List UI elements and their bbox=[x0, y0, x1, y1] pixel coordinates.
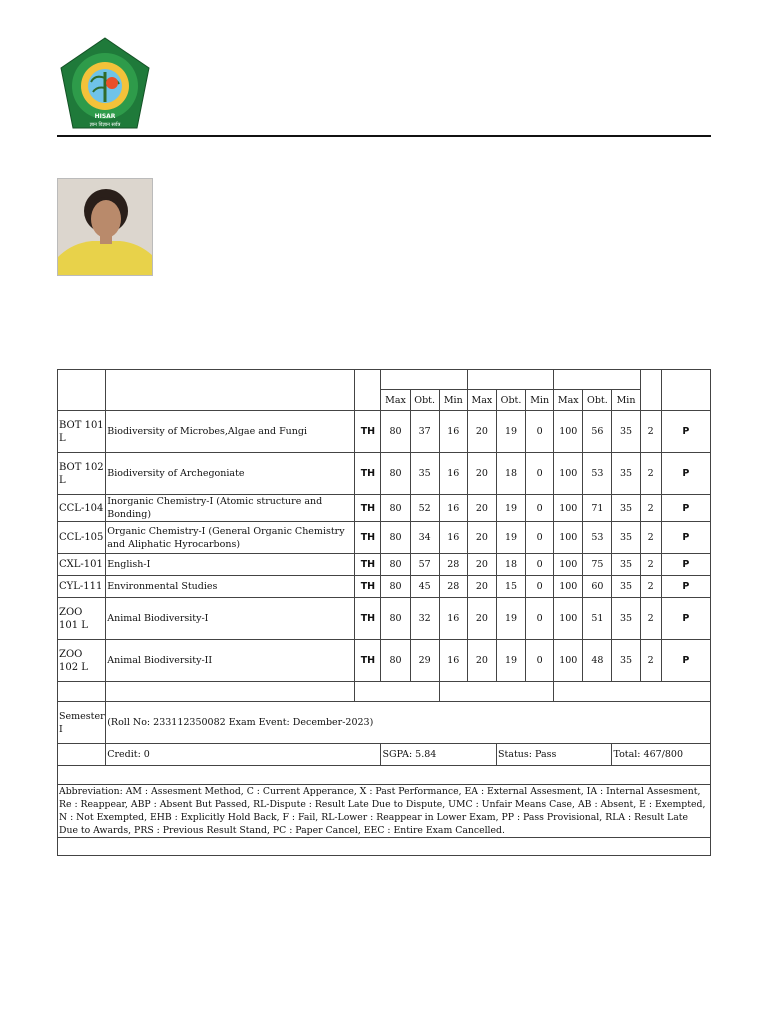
tot-obt-cell: 60 bbox=[583, 576, 612, 598]
int-min-cell: 0 bbox=[526, 453, 554, 495]
assessment-method: TH bbox=[355, 495, 381, 522]
subject-row bbox=[58, 554, 711, 576]
course-code: CCL-104 bbox=[58, 495, 106, 522]
course-title: Inorganic Chemistry-I (Atomic structure and Bonding) bbox=[106, 495, 355, 522]
int-max-cell: 20 bbox=[467, 453, 496, 495]
svg-text:ज्ञान विज्ञान सर्वत्र: ज्ञान विज्ञान सर्वत्र bbox=[89, 122, 121, 128]
ext-max-cell: 80 bbox=[381, 598, 410, 640]
tot-max-cell: 100 bbox=[554, 598, 583, 640]
semester-row bbox=[58, 702, 711, 744]
credit-cell: 2 bbox=[640, 598, 661, 640]
result-cell: P bbox=[661, 554, 710, 576]
header-row-top bbox=[58, 370, 711, 390]
course-code: ZOO 102 L bbox=[58, 640, 106, 682]
ext-min-cell: 28 bbox=[439, 554, 467, 576]
total-summary: Total: 467/800 bbox=[612, 744, 711, 766]
svg-text:HISAR: HISAR bbox=[94, 113, 116, 120]
tot-max-cell: 100 bbox=[554, 576, 583, 598]
course-title: English-I bbox=[106, 554, 355, 576]
tot-obt-cell: 71 bbox=[583, 495, 612, 522]
semester-label: Semester I bbox=[58, 702, 106, 744]
ext-max-cell: 80 bbox=[381, 576, 410, 598]
ext-obt-cell: 37 bbox=[410, 411, 439, 453]
int-min-cell: 0 bbox=[526, 495, 554, 522]
int-max-cell: 20 bbox=[467, 554, 496, 576]
ext-min-cell: 16 bbox=[439, 411, 467, 453]
status-summary: Status: Pass bbox=[496, 744, 612, 766]
int-obt-cell: 19 bbox=[496, 640, 525, 682]
int-obt-cell: 15 bbox=[496, 576, 525, 598]
course-code: CYL-111 bbox=[58, 576, 106, 598]
int-max-cell: 20 bbox=[467, 640, 496, 682]
abbreviation-row bbox=[58, 785, 711, 838]
summary-row bbox=[58, 744, 711, 766]
course-code: ZOO 101 L bbox=[58, 598, 106, 640]
course-code: BOT 102 L bbox=[58, 453, 106, 495]
result-cell: P bbox=[661, 598, 710, 640]
tot-min-cell: 35 bbox=[612, 640, 640, 682]
footer-blank-row bbox=[58, 838, 711, 856]
assessment-method: TH bbox=[355, 554, 381, 576]
credit-cell: 2 bbox=[640, 453, 661, 495]
int-max-cell: 20 bbox=[467, 598, 496, 640]
subject-row bbox=[58, 640, 711, 682]
tot-obt-cell: 48 bbox=[583, 640, 612, 682]
tot-max-cell: 100 bbox=[554, 453, 583, 495]
ext-max-cell: 80 bbox=[381, 554, 410, 576]
assessment-method: TH bbox=[355, 598, 381, 640]
ext-obt-cell: 32 bbox=[410, 598, 439, 640]
int-max-cell: 20 bbox=[467, 495, 496, 522]
int-obt-cell: 18 bbox=[496, 453, 525, 495]
int-min-cell: 0 bbox=[526, 640, 554, 682]
ext-obt-cell: 35 bbox=[410, 453, 439, 495]
int-max-header: Max bbox=[467, 390, 496, 411]
tot-obt-cell: 53 bbox=[583, 522, 612, 554]
tot-obt-header: Obt. bbox=[583, 390, 612, 411]
ext-max-cell: 80 bbox=[381, 453, 410, 495]
ext-obt-header: Obt. bbox=[410, 390, 439, 411]
blank-row bbox=[58, 766, 711, 785]
int-min-cell: 0 bbox=[526, 576, 554, 598]
result-cell: P bbox=[661, 495, 710, 522]
ext-obt-cell: 45 bbox=[410, 576, 439, 598]
ext-min-header: Min bbox=[439, 390, 467, 411]
course-code: CXL-101 bbox=[58, 554, 106, 576]
subject-row bbox=[58, 598, 711, 640]
credit-cell: 2 bbox=[640, 576, 661, 598]
ext-min-cell: 16 bbox=[439, 640, 467, 682]
assessment-method: TH bbox=[355, 522, 381, 554]
int-min-cell: 0 bbox=[526, 598, 554, 640]
int-obt-cell: 18 bbox=[496, 554, 525, 576]
course-title: Biodiversity of Archegoniate bbox=[106, 453, 355, 495]
spacer-row bbox=[58, 682, 711, 702]
ext-obt-cell: 52 bbox=[410, 495, 439, 522]
subject-row bbox=[58, 576, 711, 598]
subject-row bbox=[58, 453, 711, 495]
ext-min-cell: 28 bbox=[439, 576, 467, 598]
result-cell: P bbox=[661, 576, 710, 598]
student-photo bbox=[57, 178, 153, 276]
int-max-cell: 20 bbox=[467, 522, 496, 554]
int-obt-header: Obt. bbox=[496, 390, 525, 411]
header-rule bbox=[57, 135, 711, 137]
course-title: Biodiversity of Microbes,Algae and Fungi bbox=[106, 411, 355, 453]
ext-min-cell: 16 bbox=[439, 522, 467, 554]
assessment-method: TH bbox=[355, 411, 381, 453]
ext-obt-cell: 57 bbox=[410, 554, 439, 576]
subject-row bbox=[58, 522, 711, 554]
course-code: CCL-105 bbox=[58, 522, 106, 554]
tot-min-cell: 35 bbox=[612, 554, 640, 576]
tot-min-cell: 35 bbox=[612, 495, 640, 522]
ext-min-cell: 16 bbox=[439, 495, 467, 522]
tot-obt-cell: 56 bbox=[583, 411, 612, 453]
credit-summary: Credit: 0 bbox=[106, 744, 381, 766]
course-title: Animal Biodiversity-II bbox=[106, 640, 355, 682]
tot-max-cell: 100 bbox=[554, 554, 583, 576]
course-title: Environmental Studies bbox=[106, 576, 355, 598]
ext-obt-cell: 34 bbox=[410, 522, 439, 554]
ext-max-cell: 80 bbox=[381, 522, 410, 554]
result-cell: P bbox=[661, 411, 710, 453]
ext-min-cell: 16 bbox=[439, 453, 467, 495]
tot-min-cell: 35 bbox=[612, 576, 640, 598]
ext-max-cell: 80 bbox=[381, 640, 410, 682]
int-obt-cell: 19 bbox=[496, 495, 525, 522]
tot-max-cell: 100 bbox=[554, 495, 583, 522]
university-logo bbox=[57, 36, 153, 132]
tot-min-cell: 35 bbox=[612, 522, 640, 554]
credit-cell: 2 bbox=[640, 522, 661, 554]
int-min-cell: 0 bbox=[526, 522, 554, 554]
course-code: BOT 101 L bbox=[58, 411, 106, 453]
tot-min-cell: 35 bbox=[612, 411, 640, 453]
ext-max-header: Max bbox=[381, 390, 410, 411]
course-title: Organic Chemistry-I (General Organic Chemistry and Aliphatic Hyrocarbons) bbox=[106, 522, 355, 554]
int-min-cell: 0 bbox=[526, 411, 554, 453]
credit-cell: 2 bbox=[640, 554, 661, 576]
int-obt-cell: 19 bbox=[496, 411, 525, 453]
ext-max-cell: 80 bbox=[381, 411, 410, 453]
subject-row bbox=[58, 411, 711, 453]
int-obt-cell: 19 bbox=[496, 598, 525, 640]
abbreviation-text: Abbreviation: AM : Assesment Method, C : Current Apperance, X : Past Performance, EA : External Assesment, IA : Internal Assesment, Re : Reappear, ABP : Absent But Passed, RL-Dispute : Result Late Due to Dispute, UMC : Unfair Means Case, AB : Absent, E : Exempted, N : Not Exempted, EHB : Explicitly Hold Back, F : Fail, RL-Lower : Reappear in Lower Exam, PP : Pass Provisional, RLA : Result Late Due to Awards, PRS : Previous Result Stand, PC : Paper Cancel, EEC : Entire Exam Cancelled. bbox=[58, 785, 711, 838]
result-cell: P bbox=[661, 522, 710, 554]
credit-cell: 2 bbox=[640, 640, 661, 682]
tot-obt-cell: 51 bbox=[583, 598, 612, 640]
ext-max-cell: 80 bbox=[381, 495, 410, 522]
tot-min-cell: 35 bbox=[612, 598, 640, 640]
tot-obt-cell: 75 bbox=[583, 554, 612, 576]
int-max-cell: 20 bbox=[467, 411, 496, 453]
int-min-header: Min bbox=[526, 390, 554, 411]
semester-details: (Roll No: 233112350082 Exam Event: December-2023) bbox=[106, 702, 711, 744]
int-min-cell: 0 bbox=[526, 554, 554, 576]
int-obt-cell: 19 bbox=[496, 522, 525, 554]
result-cell: P bbox=[661, 453, 710, 495]
tot-max-cell: 100 bbox=[554, 640, 583, 682]
credit-cell: 2 bbox=[640, 411, 661, 453]
int-max-cell: 20 bbox=[467, 576, 496, 598]
assessment-method: TH bbox=[355, 453, 381, 495]
course-title: Animal Biodiversity-I bbox=[106, 598, 355, 640]
ext-min-cell: 16 bbox=[439, 598, 467, 640]
subject-row bbox=[58, 495, 711, 522]
sgpa-summary: SGPA: 5.84 bbox=[381, 744, 497, 766]
tot-max-cell: 100 bbox=[554, 522, 583, 554]
tot-max-header: Max bbox=[554, 390, 583, 411]
credit-cell: 2 bbox=[640, 495, 661, 522]
tot-min-cell: 35 bbox=[612, 453, 640, 495]
result-cell: P bbox=[661, 640, 710, 682]
assessment-method: TH bbox=[355, 576, 381, 598]
ext-obt-cell: 29 bbox=[410, 640, 439, 682]
tot-max-cell: 100 bbox=[554, 411, 583, 453]
tot-obt-cell: 53 bbox=[583, 453, 612, 495]
tot-min-header: Min bbox=[612, 390, 640, 411]
marks-table bbox=[57, 369, 711, 856]
assessment-method: TH bbox=[355, 640, 381, 682]
